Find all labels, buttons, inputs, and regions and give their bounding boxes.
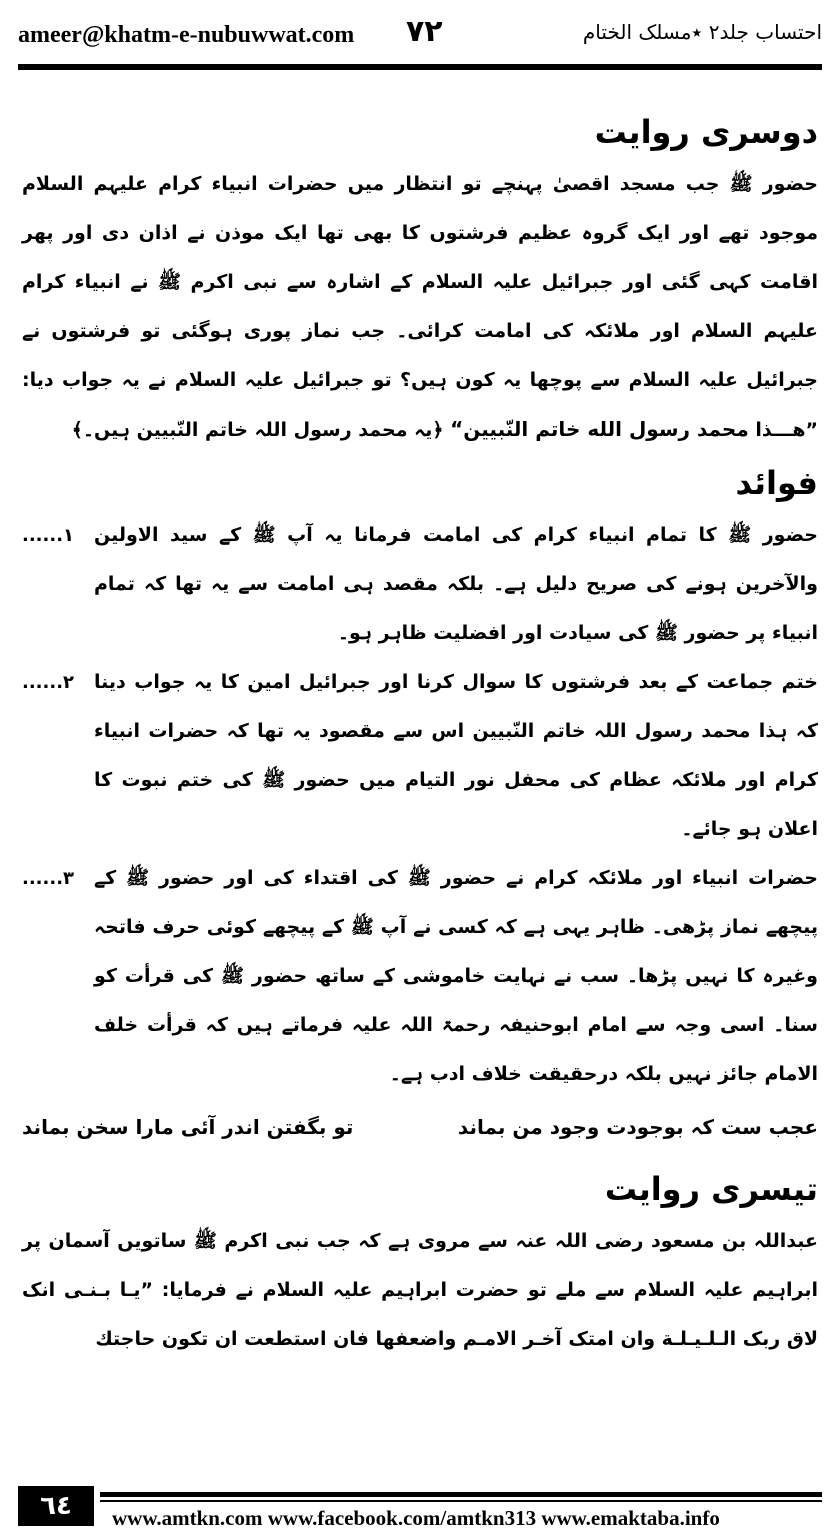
- benefit-marker: ۲......: [22, 672, 75, 693]
- couplet-first-hemistich: عجب ست کہ بوجودت وجود من بماند: [457, 1115, 818, 1139]
- second-narration-text: حضور ﷺ جب مسجد اقصیٰ پہنچے تو انتظار میں حضرات انبیاء کرام علیہم السلام موجود تھے اور ایک گروہ عظیم فرشتوں کا بھی تھا ایک موذن نے اذان دی اور پھر اقامت کہی گئی اور جبرائیل علیہ السلام کے اشارہ سے نبی اکرم ﷺ نے انبیاء کرام علیہم السلام اور ملائکہ کی امامت کرائی۔ جب نماز پوری ہوگئی تو فرشتوں نے جبرائیل علیہ السلام سے پوچھا یہ کون ہیں؟ تو جبرائیل علیہ السلام نے یہ جواب دیا: ”ھـــذا: [22, 173, 818, 441]
- page-header: [18, 14, 822, 58]
- section-heading-third-narration: تیسری روایت: [604, 1170, 818, 1208]
- quote-urdu: ﴿یہ محمد رسول اللہ خاتم النّبیین ہیں۔﴾: [71, 419, 444, 441]
- footer-rule-thin: [100, 1500, 822, 1502]
- third-narration-paragraph: عبداللہ بن مسعود رضی اللہ عنہ سے مروی ہے کہ جب نبی اکرم ﷺ ساتویں آسمان پر ابراہیم علیہ السلام سے ملے تو حضرت ابراہیم علیہ السلام نے فرمایا: ”یـا بـنـی انک لاق ربک الـلـيـلـة وان امتک آخـر الامـم واضعفها فان استطعت ان تكون حاجتك: [22, 1230, 818, 1350]
- footer-links[interactable]: www.amtkn.com www.facebook.com/amtkn313 www.emaktaba.info: [112, 1506, 720, 1530]
- benefit-item-1: [22, 511, 818, 658]
- header-page-number: ۷۲: [406, 14, 443, 49]
- second-narration-paragraph: [22, 160, 818, 455]
- section-heading-benefits: فوائد: [735, 464, 818, 502]
- header-email[interactable]: ameer@khatm-e-nubuwwat.com: [18, 22, 355, 48]
- benefit-item-2: [22, 658, 818, 854]
- benefit-text: حضرات انبیاء اور ملائکہ کرام نے حضور ﷺ کی اقتداء کی اور حضور ﷺ کے پیچھے نماز پڑھی۔ ظاہر یہی ہے کہ کسی نے آپ ﷺ کے پیچھے کوئی حرف فاتحہ وغیرہ کا نہیں پڑھا۔ سب نے نہایت خاموشی کے ساتھ حضور ﷺ کی قرأت کو سنا۔ اسی وجہ سے امام ابوحنیفہ رحمۃ اللہ علیہ فرماتے ہیں کہ قرأت خلف الامام جائز نہیں بلکہ درحقیقت خلاف ادب ہے۔: [94, 867, 818, 1085]
- section-heading-second-narration: دوسری روایت: [594, 113, 818, 151]
- couplet-second-hemistich: تو بگفتن اندر آئی مارا سخن بماند: [22, 1115, 354, 1139]
- benefit-marker: ۱......: [22, 525, 75, 546]
- benefit-item-3: [22, 854, 818, 1099]
- page-body: [22, 104, 818, 1364]
- footer-rule: [100, 1492, 822, 1497]
- header-book-title: احتساب جلد۲ ٭مسلک الختام: [582, 20, 822, 44]
- benefit-marker: ۳......: [22, 868, 75, 889]
- benefit-text: حضور ﷺ کا تمام انبیاء کرام کی امامت فرمانا یہ آپ ﷺ کے سید الاولین والآخرین ہونے کی صریح دلیل ہے۔ بلکہ مقصد ہی امامت سے یہ تھا کہ تمام انبیاء پر حضور ﷺ کی سیادت اور افضلیت ظاہر ہو۔: [94, 524, 818, 644]
- benefit-text: ختم جماعت کے بعد فرشتوں کا سوال کرنا اور جبرائیل امین کا یہ جواب دینا کہ ہذا محمد رسول اللہ خاتم النّبیین اس سے مقصود یہ تھا کہ حضرات انبیاء کرام اور ملائکہ عظام کی محفل نور التیام میں حضور ﷺ کی ختم نبوت کا اعلان ہو جائے۔: [94, 671, 818, 840]
- quote-arabic: محمد رسول الله خاتم النّبيين“: [450, 417, 749, 441]
- header-rule: [18, 64, 822, 70]
- persian-couplet: [22, 1101, 818, 1153]
- footer-page-number: ٦٤: [18, 1486, 94, 1526]
